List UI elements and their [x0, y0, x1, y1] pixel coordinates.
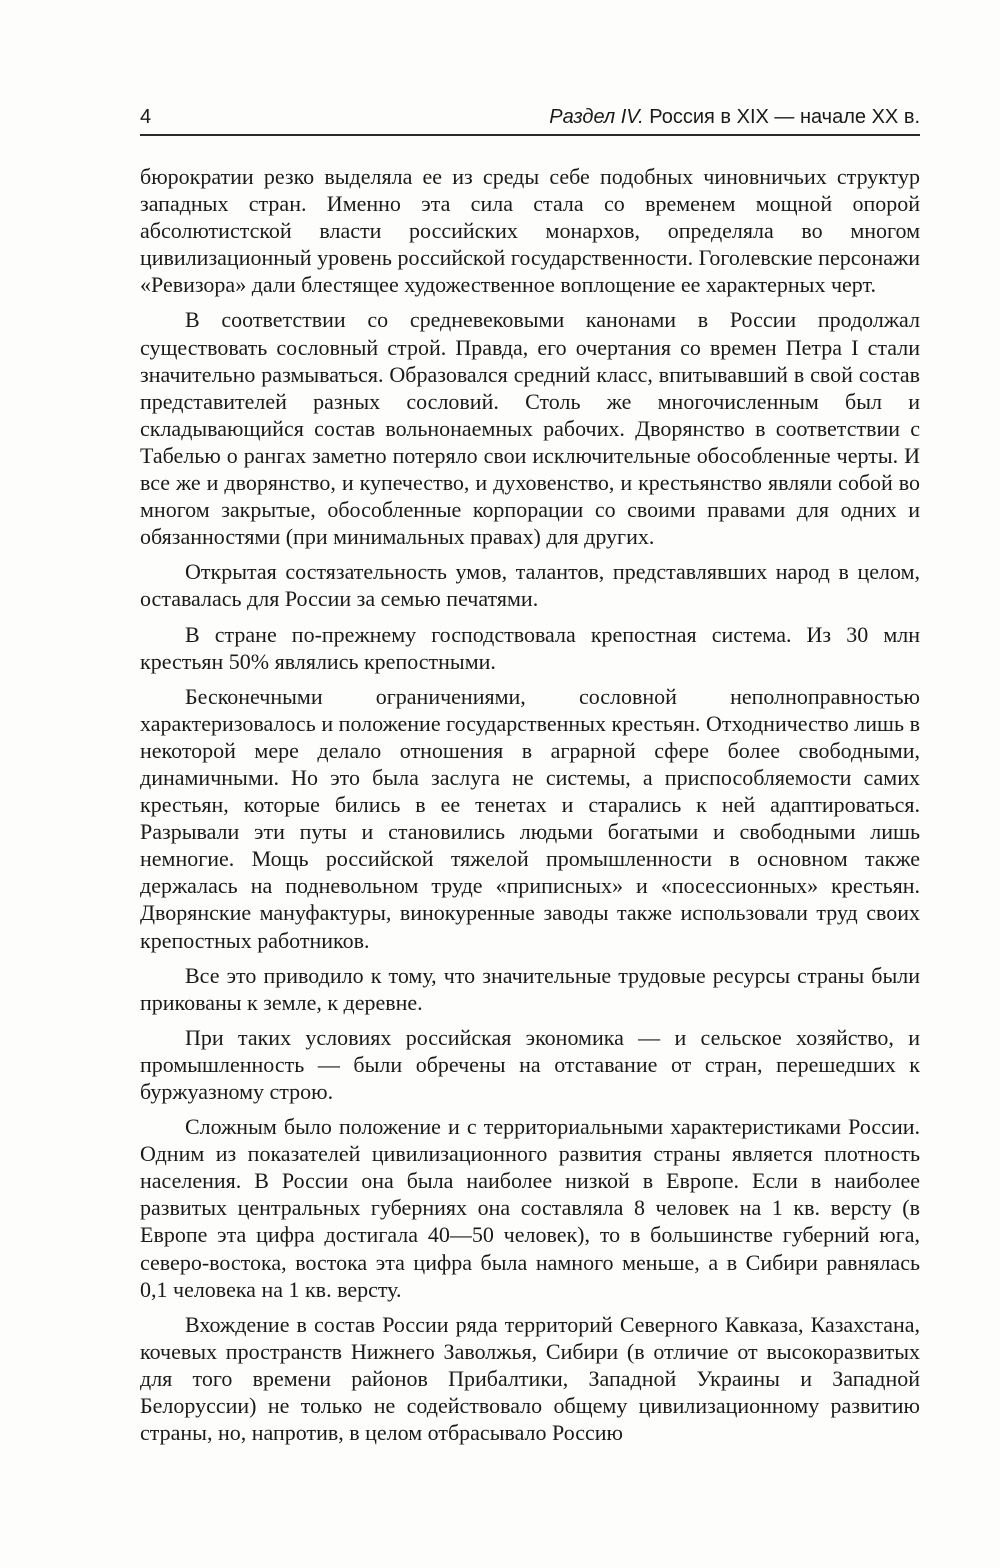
paragraph: В стране по-прежнему господствовала крепостная система. Из 30 млн крестьян 50% являлись крепостными.: [140, 621, 920, 674]
paragraph: бюрократии резко выделяла ее из среды себе подобных чиновничьих структур западных стран. Именно эта сила стала со временем мощной опорой абсолютистской власти российских монархов, определяла во многом цивилизационный уровень российской государственности. Гоголевские персонажи «Ревизора» дали блестящее художественное воплощение ее характерных черт.: [140, 164, 920, 298]
body-text: [140, 163, 920, 1454]
running-header: [140, 100, 920, 136]
paragraph: Открытая состязательность умов, талантов, представлявших народ в целом, оставалась для России за семью печатями.: [140, 559, 920, 612]
paragraph: Вхождение в состав России ряда территорий Северного Кавказа, Казахстана, кочевых пространств Нижнего Заволжья, Сибири (в отличие от высокоразвитых для того времени районов Прибалтики, Западной Украины и Западной Белоруссии) не только не содействовало общему цивилизационному развитию страны, но, напротив, в целом отбрасывало Россию: [140, 1311, 920, 1446]
paragraph: Все это приводило к тому, что значительные трудовые ресурсы страны были прикованы к земле, к деревне.: [140, 962, 920, 1015]
section-label: Раздел IV.: [549, 106, 644, 128]
section-title-text: Россия в XIX — начале XX в.: [649, 106, 920, 128]
section-title: [549, 100, 920, 134]
paragraph: Сложным было положение и с территориальными характеристиками России. Одним из показателей цивилизационного развития страны является плотность населения. В России она была наиболее низкой в Европе. Если в наиболее развитых центральных губерниях она составляла 8 человек на 1 кв. версту (в Европе эта цифра достигала 40—50 человек), то в большинстве губерний юга, северо-востока, востока эта цифра была намного меньше, а в Сибири равнялась 0,1 человека на 1 кв. версту.: [140, 1114, 920, 1302]
paragraph: При таких условиях российская экономика — и сельское хозяйство, и промышленность — были обречены на отставание от стран, перешедших к буржуазному строю.: [140, 1024, 920, 1104]
paragraph: В соответствии со средневековыми канонами в России продолжал существовать сословный строй. Правда, его очертания со времен Петра I стали значительно размываться. Образовался средний класс, впитывавший в свой состав представителей разных сословий. Столь же многочисленным был и складывающийся состав вольнонаемных рабочих. Дворянство в соответствии с Табелью о рангах заметно потеряло свои исключительные обособленные черты. И все же и дворянство, и купечество, и духовенство, и крестьянство являли собой во многом закрытые, обособленные корпорации со своими правами для одних и обязанностями (при минимальных правах) для других.: [140, 307, 920, 550]
paragraph: Бесконечными ограничениями, сословной неполноправностью характеризовалось и положение государственных крестьян. Отходничество лишь в некоторой мере делало отношения в аграрной сфере более свободными, динамичными. Но это была заслуга не системы, а приспособляемости самих крестьян, которые бились в ее тенетах и старались к ней адаптироваться. Разрывали эти путы и становились людьми богатыми и свободными лишь немногие. Мощь российской тяжелой промышленности в основном также держалась на подневольном труде «приписных» и «посессионных» крестьян. Дворянские мануфактуры, винокуренные заводы также использовали труд своих крепостных работников.: [140, 683, 920, 953]
page-number: 4: [140, 106, 152, 128]
